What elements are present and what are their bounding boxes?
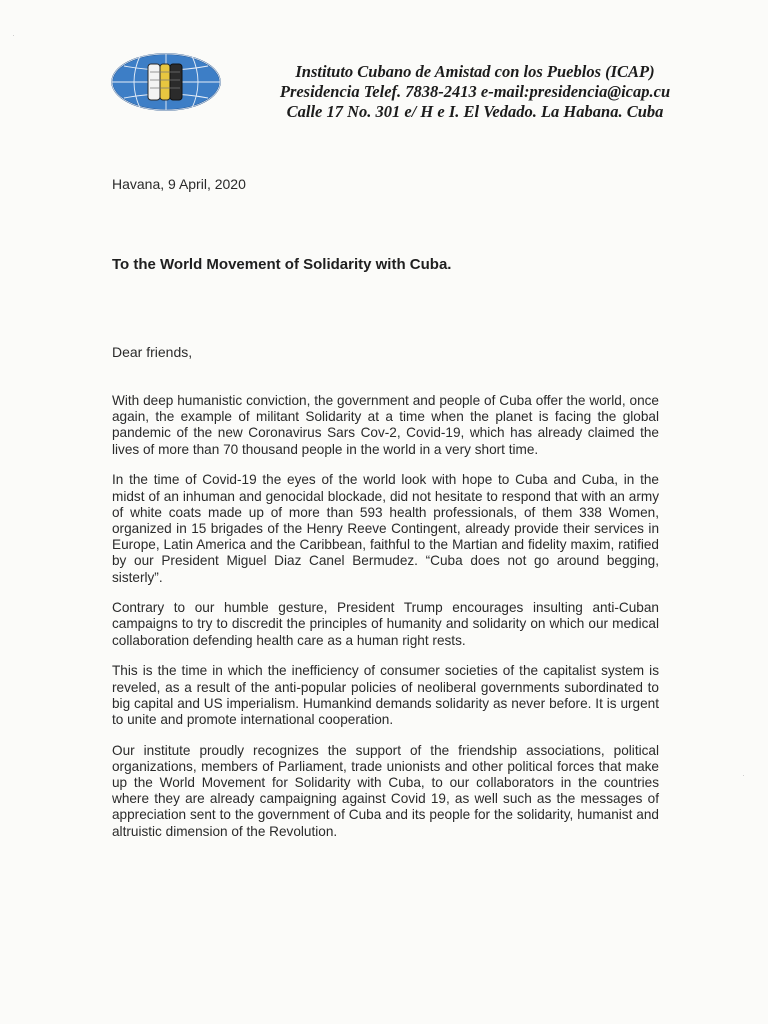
icap-logo-icon — [110, 52, 222, 112]
paragraph: This is the time in which the inefficiency of consumer societies of the capitalist system is reveled, as a result of the anti-popular policies of neoliberal governments subordinated to big capital and US imperialism. Humankind demands solidarity as never before. It is urgent to unite and promote international cooperation. — [112, 663, 659, 727]
letter-title: To the World Movement of Solidarity with Cuba. — [112, 256, 452, 273]
paragraph: With deep humanistic conviction, the government and people of Cuba offer the world, once again, the example of militant Solidarity at a time when the planet is facing the global pandemic of the new Coronavirus Sars Cov-2, Covid-19, which has already claimed the lives of more than 70 thousand people in the world in a very short time. — [112, 393, 659, 457]
letter-date: Havana, 9 April, 2020 — [112, 176, 246, 192]
paragraph: Contrary to our humble gesture, President Trump encourages insulting anti-Cuban campaigns to try to discredit the principles of humanity and solidarity on which our medical collaboration defending health care as a human right rests. — [112, 600, 659, 648]
scan-speck: · — [12, 30, 15, 40]
scan-speck: · — [742, 770, 745, 780]
institute-name: Instituto Cubano de Amistad con los Pueblos (ICAP) — [295, 62, 655, 81]
contact-line: Presidencia Telef. 7838-2413 e-mail:presidencia@icap.cu — [279, 82, 671, 101]
paragraph: In the time of Covid-19 the eyes of the world look with hope to Cuba and Cuba, in the midst of an inhuman and genocidal blockade, did not hesitate to respond that with an army of white coats made up of more than 593 health professionals, of them 338 Women, organized in 15 brigades of the Henry Reeve Contingent, already provide their services in Europe, Latin America and the Caribbean, faithful to the Martian and fidelity maxim, ratified by our President Miguel Diaz Canel Bermudez. “Cuba does not go around begging, sisterly”. — [112, 472, 659, 585]
letterhead — [240, 62, 710, 122]
paragraph: Our institute proudly recognizes the support of the friendship associations, political organizations, members of Parliament, trade unionists and other political forces that make up the World Movement for Solidarity with Cuba, to our collaborators in the countries where they are already campaigning against Covid 19, as well such as the messages of appreciation sent to the government of Cuba and its people for the solidarity, humanist and altruistic dimension of the Revolution. — [112, 742, 659, 839]
letter-body — [112, 393, 659, 854]
salutation: Dear friends, — [112, 344, 193, 360]
address-line: Calle 17 No. 301 e/ H e I. El Vedado. La Habana. Cuba — [286, 102, 664, 121]
